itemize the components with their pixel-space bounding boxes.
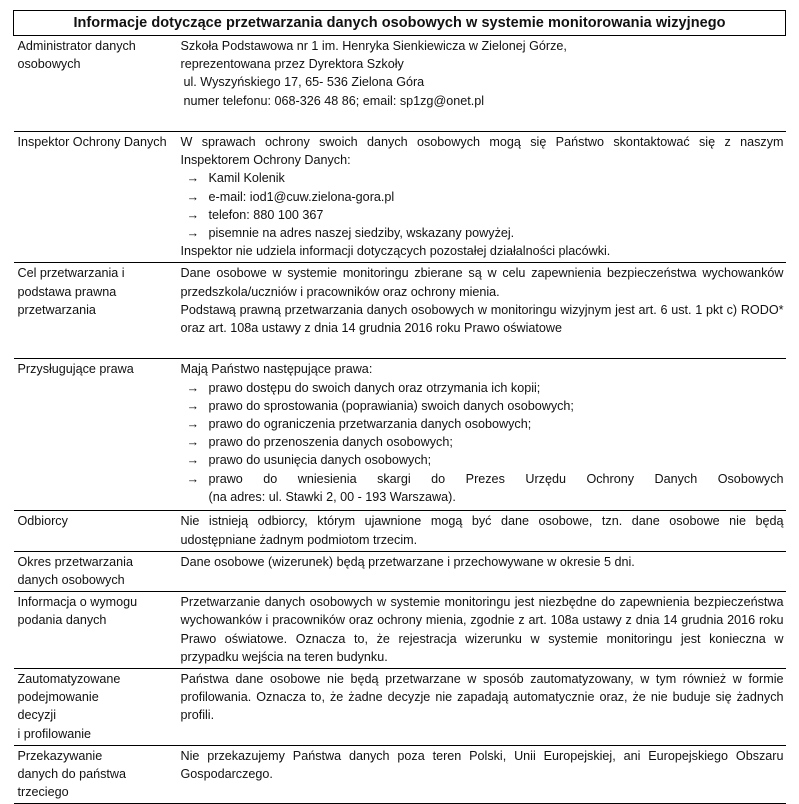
arrow-icon: → xyxy=(186,435,200,450)
list-item xyxy=(181,188,784,206)
paragraph: W sprawach ochrony swoich danych osobowych mogą się Państwo skontaktować się z naszym Inspektorem Ochrony Danych: xyxy=(180,135,784,168)
paragraph: Inspektor nie udziela informacji dotyczących pozostałej działalności placówki. xyxy=(180,244,611,259)
table-row xyxy=(14,359,786,511)
list-item-continuation: (na adres: ul. Stawki 2, 00 - 193 Warszawa). xyxy=(208,489,456,504)
row-label-iod: Inspektor Ochrony Danych xyxy=(14,132,172,263)
arrow-icon: → xyxy=(186,398,200,413)
table-row xyxy=(14,669,786,746)
email-link[interactable]: e-mail: iod1@cuw.zielona-gora.pl xyxy=(208,189,395,204)
paragraph: Dane osobowe (wizerunek) będą przetwarzane i przechowywane w okresie 5 dni. xyxy=(180,554,635,569)
paragraph: Dane osobowe w systemie monitoringu zbierane są w celu zapewnienia bezpieczeństwa wychowanków przedszkola/uczniów i pracowników oraz ochrony mienia. xyxy=(180,266,784,299)
document xyxy=(13,10,785,804)
table-row xyxy=(14,132,786,263)
paragraph: Nie istnieją odbiorcy, którym ujawnione mogą być dane osobowe, tzn. dane osobowe nie będą udostępniane żadnym podmiotom trzecim. xyxy=(180,514,784,547)
row-label-odbiorcy: Odbiorcy xyxy=(14,511,172,551)
arrow-icon: → xyxy=(186,417,200,432)
text-line: numer telefonu: 068-326 48 86; email: sp1zg@onet.pl xyxy=(183,93,485,108)
table-row xyxy=(14,745,786,804)
paragraph: Nie przekazujemy Państwa danych poza teren Polski, Unii Europejskiej, ani Europejskiego Obszaru Gospodarczego. xyxy=(180,748,784,782)
row-content-okres xyxy=(172,551,786,591)
list-item: → prawo do wniesienia skargi do Prezes Urzędu Ochrony Danych Osobowych xyxy=(181,470,784,488)
row-label-przekazywanie: Przekazywanie danych do państwa trzeciego xyxy=(14,745,172,804)
paragraph: Państwa dane osobowe nie będą przetwarzane w sposób zautomatyzowany, w tym również w formie profilowania. Oznacza to, że żadne decyzje nie zapadają automatycznie oraz, że nie buduje się żadnych profili. xyxy=(180,672,784,723)
arrow-icon: → xyxy=(186,471,200,486)
row-label-wymog: Informacja o wymogu podania danych xyxy=(14,592,172,669)
table-row xyxy=(14,511,786,551)
list-item: → prawo dostępu do swoich danych oraz otrzymania ich kopii; xyxy=(181,379,784,397)
text-line: Szkoła Podstawowa nr 1 im. Henryka Sienkiewicza w Zielonej Górze, xyxy=(180,39,567,53)
row-label-prawa: Przysługujące prawa xyxy=(14,359,172,511)
text-line: ul. Wyszyńskiego 17, 65- 536 Zielona Góra xyxy=(183,75,425,90)
table-row xyxy=(14,36,786,132)
row-label-profilowanie: Zautomatyzowane podejmowanie decyzji i profilowanie xyxy=(14,669,172,746)
table-title: Informacje dotyczące przetwarzania danych osobowych w systemie monitorowania wizyjnego xyxy=(14,11,786,36)
table-row xyxy=(14,592,786,669)
list-item: → telefon: 880 100 367 xyxy=(181,206,784,224)
paragraph: Przetwarzanie danych osobowych w systemie monitoringu jest niezbędne do zapewnienia bezpieczeństwa wychowanków i pracowników oraz ochrony mienia, zgodnie z art. 108a ustawy z dnia 14 grudnia 2016 roku Prawo oświatowe. Oznacza to, że rejestracja wizerunku w systemie monitoringu jest konieczna w przypadku wejścia na teren budynku. xyxy=(180,595,784,664)
row-content-administrator xyxy=(172,36,786,132)
row-content-profilowanie xyxy=(172,669,786,746)
row-content-prawa xyxy=(172,359,786,511)
row-content-iod xyxy=(172,132,786,263)
arrow-icon: → xyxy=(186,171,200,186)
arrow-icon: → xyxy=(186,453,200,468)
list-item: → prawo do usunięcia danych osobowych; xyxy=(181,451,784,469)
row-label-administrator: Administrator danych osobowych xyxy=(14,36,172,132)
paragraph: Podstawą prawną przetwarzania danych osobowych w monitoringu wizyjnym jest art. 6 ust. 1 pkt c) RODO* oraz art. 108a ustawy z dnia 14 grudnia 2016 roku Prawo oświatowe xyxy=(180,302,784,336)
arrow-icon: → xyxy=(186,207,200,222)
list-item: → prawo do przenoszenia danych osobowych; xyxy=(181,433,784,451)
row-label-cel: Cel przetwarzania i podstawa prawna przetwarzania xyxy=(14,263,172,359)
text-line: reprezentowana przez Dyrektora Szkoły xyxy=(180,57,404,72)
row-content-wymog xyxy=(172,592,786,669)
arrow-icon: → xyxy=(186,380,200,395)
row-content-cel xyxy=(172,263,786,359)
info-table xyxy=(13,10,786,804)
list-item: → Kamil Kolenik xyxy=(181,169,784,187)
row-label-okres: Okres przetwarzania danych osobowych xyxy=(14,551,172,591)
arrow-icon: → xyxy=(186,226,200,241)
table-row xyxy=(14,263,786,359)
row-content-przekazywanie xyxy=(172,745,786,804)
table-row xyxy=(14,551,786,591)
arrow-icon: → xyxy=(186,189,200,204)
row-content-odbiorcy xyxy=(172,511,786,551)
paragraph: Mają Państwo następujące prawa: xyxy=(180,362,373,377)
list-item: → prawo do sprostowania (poprawiania) swoich danych osobowych; xyxy=(181,397,784,415)
list-item: → pisemnie na adres naszej siedziby, wskazany powyżej. xyxy=(181,224,784,242)
list-item: → prawo do ograniczenia przetwarzania danych osobowych; xyxy=(181,415,784,433)
